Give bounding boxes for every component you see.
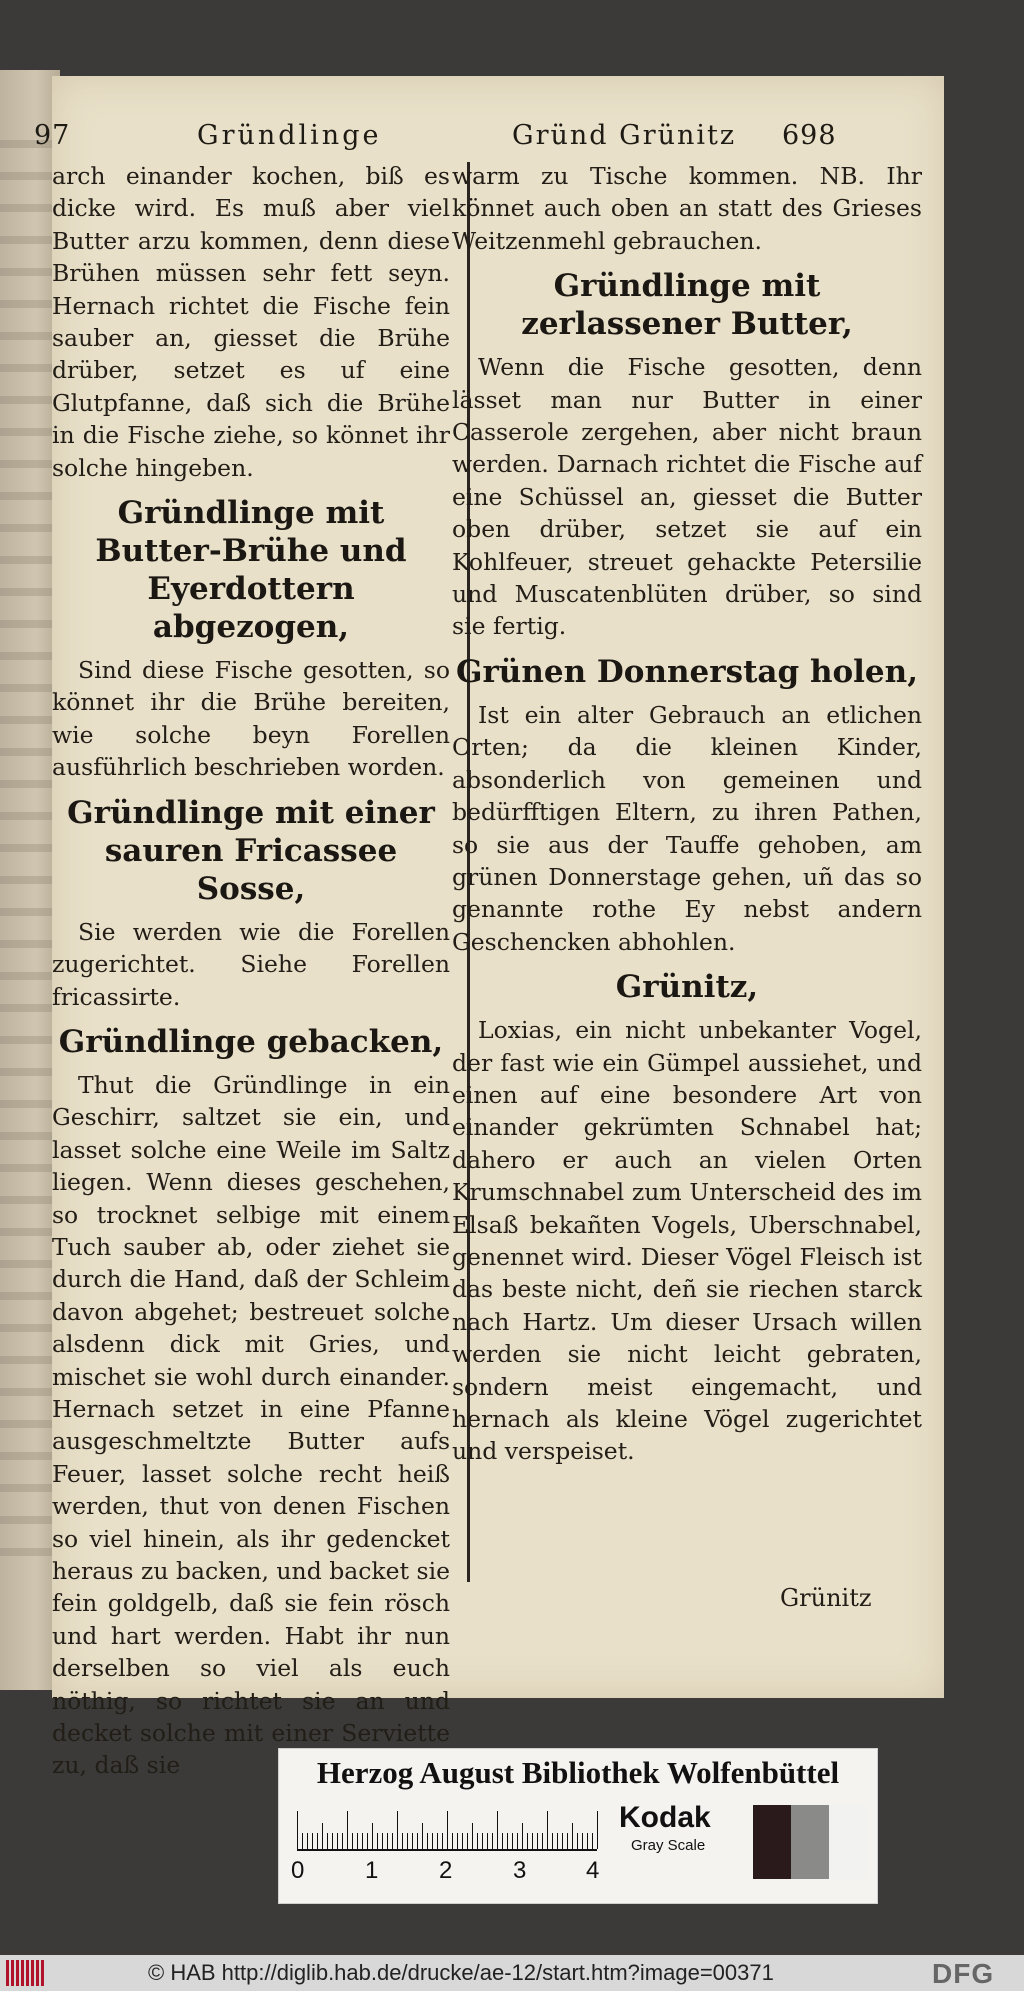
left-running-head: Gründlinge [197,120,382,151]
bleed-line [0,268,60,276]
paragraph: Thut die Gründlinge in ein Geschirr, saltzet sie ein, und lasset solche eine Weile im Saltz liegen. Wenn dieses geschehen, so trocknet selbige mit einem Tuch sauber ab, oder ziehet sie durch die Hand, daß der Schleim davon abgehet; bestreuet solche alsdenn dick mit Gries, und mischet sie wohl durch einander. Hernach setzet in eine Pfanne ausgeschmeltzte Butter aufs Feuer, lasset solche recht heiß werden, thut von denen Fischen so viel hinein, als ihr gedencket heraus zu backen, und backet sie fein goldgelb, daß sie fein rösch und hart werden. Habt ihr nun derselben so viel als euch nöthig, so richtet sie an und decket solche mit einer Serviette zu, daß sie [52,1070,450,1780]
scan-background [944,76,1024,1698]
ruler-tick [442,1833,443,1849]
bleed-line [0,908,60,916]
paragraph: Ist ein alter Gebrauch an etlichen Orten; da die kleinen Kinder, absonderlich von gemeinen und bedürfftigen Eltern, zu ihren Pathen, so sie aus der Tauffe gehoben, am grünen Donnerstage gehen, uñ das so genannte rothe Ey nebst andern Geschencken abhohlen. [452,700,922,956]
ruler-tick [457,1833,458,1849]
hab-logo-icon [6,1960,44,1986]
ruler-tick [527,1833,528,1849]
ruler-tick [407,1833,408,1849]
ruler-tick [377,1833,378,1849]
bleed-line [0,460,60,468]
left-column [52,160,450,1782]
ruler-tick [487,1833,488,1849]
ruler-tick [507,1833,508,1849]
gray-patch-light [829,1805,867,1879]
ruler-tick [337,1833,338,1849]
ruler-tick [312,1833,313,1849]
bleed-line [0,364,60,372]
ruler-tick [502,1833,503,1849]
ruler-tick [537,1833,538,1849]
gray-scale-label: Gray Scale [631,1837,706,1854]
ruler-tick [512,1833,513,1849]
ruler-tick [382,1833,383,1849]
ruler-tick [437,1833,438,1849]
paragraph: Wenn die Fische gesotten, denn lässet man nur Butter in einer Casserole zergehen, aber nicht braun werden. Darnach richtet die Fische auf eine Schüssel an, giesset die Butter oben drüber, setzet sie auf ein Kohlfeuer, streuet gehackte Petersilie und Muscatenblüten drüber, so sind sie fertig. [452,353,922,641]
ruler-tick [472,1823,473,1849]
bleed-line [0,748,60,756]
bleed-line [0,1004,60,1012]
ruler-tick [332,1833,333,1849]
bleed-line [0,556,60,564]
paragraph: warm zu Tische kommen. NB. Ihr könnet auch oben an statt des Grieses Weitzenmehl gebrauchen. [452,162,922,255]
ruler-tick [357,1833,358,1849]
catchword: Grünitz [780,1584,872,1612]
ruler-tick [327,1833,328,1849]
ruler-tick [567,1833,568,1849]
bleed-line [0,1516,60,1524]
bleed-line [0,684,60,692]
bleed-line [0,1484,60,1492]
ruler-tick [552,1833,553,1849]
bleed-line [0,1420,60,1428]
right-column [452,160,922,1468]
ruler-tick [397,1811,398,1849]
target-title: Herzog August Bibliothek Wolfenbüttel [316,1755,840,1790]
ruler-tick [412,1833,413,1849]
ruler-tick [317,1833,318,1849]
bleed-line [0,1548,60,1556]
ruler-tick [322,1823,323,1849]
bleed-line [0,1356,60,1364]
ruler-tick [302,1833,303,1849]
ruler-tick [597,1811,598,1849]
ruler-tick [362,1833,363,1849]
ruler-tick [402,1833,403,1849]
bleed-line [0,780,60,788]
ruler-tick [447,1811,448,1849]
bleed-line [0,1100,60,1108]
ruler-number: 0 [291,1857,305,1884]
left-page-number: 97 [34,120,71,151]
paragraph: Loxias, ein nicht unbekanter Vogel, der fast wie ein Gümpel aussiehet, und einen auf eine besondere Art von einander gekrümten Schnabel hat; dahero er auch an vielen Orten Krumschnabel zum Unterscheid des im Elsaß bekañten Vogels, Uberschnabel, genennet wird. Dieser Vögel Fleisch ist das beste nicht, deñ sie riechen starck nach Hartz. Um dieser Ursach willen werden sie nicht leicht gebraten, sondern meist eingemacht, und hernach als kleine Vögel zugerichtet und verspeiset. [452,1016,922,1466]
ruler-tick [577,1833,578,1849]
ruler-tick [517,1833,518,1849]
bleed-line [0,1452,60,1460]
gray-patch-mid [791,1805,829,1879]
paragraph: arch einander kochen, biß es dicke wird. Es muß aber viel Butter arzu kommen, denn diese Brühen müssen sehr fett seyn. Hernach richtet die Fische fein sauber an, giesset die Brühe drüber, setzet es uf eine Glutpfanne, daß sich die Brühe in die Fische ziehe, so könnet ihr solche hingeben. [52,162,450,482]
ruler-number: 4 [586,1857,600,1884]
ruler-number: 3 [513,1857,527,1884]
bleed-line [0,876,60,884]
ruler-tick [462,1833,463,1849]
gray-patch-dark [753,1805,791,1879]
bleed-line [0,1164,60,1172]
ruler-tick [572,1823,573,1849]
bleed-line [0,204,60,212]
ruler-tick [587,1833,588,1849]
ruler-number: 2 [439,1857,453,1884]
ruler-tick [482,1833,483,1849]
entry-heading: Gründlinge gebacken, [58,1023,444,1060]
bleed-line [0,1388,60,1396]
paragraph: Sie werden wie die Forellen zugerichtet. Siehe Forellen fricassirte. [52,917,450,1011]
ruler-tick [452,1833,453,1849]
bleed-line [0,332,60,340]
bleed-line [0,428,60,436]
ruler-tick [387,1833,388,1849]
ruler-tick [417,1833,418,1849]
ruler-tick [532,1833,533,1849]
right-page-number: 698 [782,120,837,151]
ruler-number: 1 [365,1857,379,1884]
ruler-tick [392,1833,393,1849]
ruler-tick [497,1811,498,1849]
ruler-tick [347,1811,348,1849]
bleed-line [0,1036,60,1044]
entry-heading: Gründlinge mit zerlassener Butter, [521,268,853,343]
previous-page-edge [0,70,60,1690]
bleed-line [0,236,60,244]
kodak-logo: Kodak [619,1801,711,1834]
bleed-line [0,396,60,404]
bleed-line [0,492,60,500]
color-target-card [278,1748,878,1904]
bleed-line [0,588,60,596]
bleed-line [0,1196,60,1204]
bleed-line [0,1068,60,1076]
scale-ruler [297,1809,597,1851]
ruler-tick [432,1833,433,1849]
ruler-tick [582,1833,583,1849]
ruler-tick [422,1823,423,1849]
ruler-tick [297,1811,298,1849]
ruler-tick [352,1833,353,1849]
bleed-line [0,812,60,820]
dfg-logo: DFG [932,1958,995,1989]
bleed-line [0,172,60,180]
ruler-tick [427,1833,428,1849]
right-running-head: Gründ Grünitz [512,120,737,151]
entry-heading: Grünitz, [615,969,759,1006]
ruler-tick [372,1823,373,1849]
bleed-line [0,652,60,660]
footer-bar [0,1955,1024,1991]
ruler-tick [477,1833,478,1849]
bleed-line [0,940,60,948]
bleed-line [0,972,60,980]
bleed-line [0,1324,60,1332]
bleed-line [0,620,60,628]
ruler-tick [592,1833,593,1849]
ruler-tick [557,1833,558,1849]
ruler-tick [547,1811,548,1849]
ruler-tick [342,1833,343,1849]
bleed-line [0,1292,60,1300]
ruler-tick [367,1833,368,1849]
ruler-tick [522,1823,523,1849]
ruler-tick [467,1833,468,1849]
bleed-line [0,300,60,308]
bleed-line [0,1228,60,1236]
ruler-tick [542,1833,543,1849]
ruler-tick [307,1833,308,1849]
ruler-tick [562,1833,563,1849]
entry-heading: Grünen Donnerstag holen, [455,653,918,690]
ruler-tick [492,1833,493,1849]
bleed-line [0,1132,60,1140]
footer-copyright-link[interactable]: © HAB http://diglib.hab.de/drucke/ae-12/start.htm?image=00371 [148,1960,774,1985]
bleed-line [0,1260,60,1268]
entry-heading: Gründlinge mit Butter-Brühe und Eyerdottern abgezogen, [95,495,407,646]
paragraph: Sind diese Fische gesotten, so könnet ihr die Brühe bereiten, wie solche beyn Forellen ausführlich beschrieben worden. [52,656,450,782]
bleed-line [0,524,60,532]
bleed-line [0,716,60,724]
entry-heading: Gründlinge mit einer sauren Fricassee Sosse, [67,794,435,907]
bleed-line [0,844,60,852]
